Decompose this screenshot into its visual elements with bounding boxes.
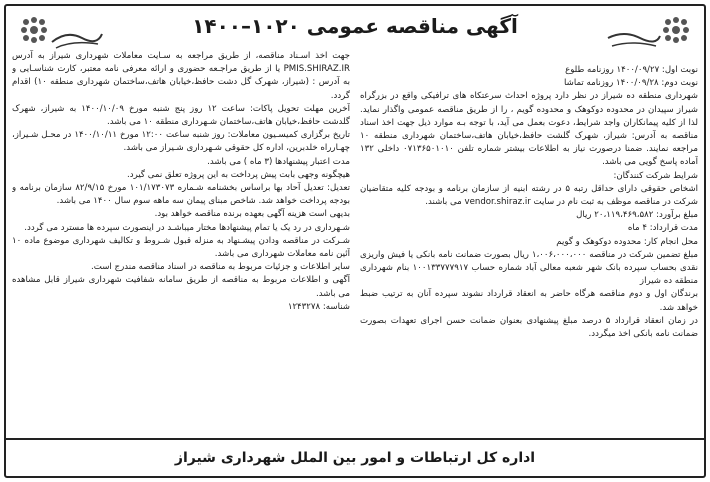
line-work-location: محل انجام کار: محدوده دوکوهک و گویم <box>556 236 698 247</box>
ad-title: آگهی مناقصه عمومی ۱۰۲۰–۱۴۰۰ <box>192 14 518 38</box>
line-ad-cost: بدیهی است هزینه آگهی بعهده برنده مناقصه خواهد بود. <box>154 209 350 220</box>
paragraph-transparency: آگهی و اطلاعات مربوط به مناقصه از طریق سامانه شفافیت شهرداری شیراز قابل مشاهده می باشد. <box>12 275 350 299</box>
line-first-publication: نوبت اول: ۱۴۰۰/۰۹/۲۷ روزنامه طلوع <box>565 65 698 75</box>
paragraph-performance-bond: در زمان انعقاد قرارداد ۵ درصد مبلغ پیشنهادی بعنوان ضمانت حسن اجرای تعهدات بصورت ضمانت نامه بانکی اخذ میگردد. <box>360 315 698 340</box>
right-column <box>360 50 698 436</box>
paragraph-winners: برندگان اول و دوم مناقصه هرگاه حاضر به انعقاد قرارداد نشوند سپرده آنان به ترتیب ضبط خواهد شد. <box>360 289 698 313</box>
line-estimate: مبلغ برآورد: ۲۰،۱۱۹،۴۶۹،۵۸۲ ریال <box>576 210 698 221</box>
line-identifier: شناسه: ۱۲۴۳۲۷۸ <box>287 301 350 312</box>
line-validity: مدت اعتبار پیشنهادها (۳ ماه ) می باشد. <box>207 156 350 167</box>
paragraph-adjustment: تعدیل: تعدیل آحاد بها براساس بخشنامه شـماره ۱۰۱/۱۷۳۰۷۳ مورخ ۸۲/۹/۱۵ سازمان برنامه و بودجه پرداخت خواهد شد. شاخص مبنای پیمان سه ماهه سوم سال ۱۴۰۰ می باشد. <box>12 183 350 207</box>
ad-frame <box>4 4 706 478</box>
ad-body <box>12 50 698 436</box>
left-column <box>12 50 350 436</box>
ad-header <box>6 6 704 46</box>
heading-participant-conditions: شرایط شرکت کنندگان: <box>613 170 698 181</box>
line-prepayment: هیچگونه وجهی بابت پیش پرداخت به این پروژه تعلق نمی گیرد. <box>127 169 350 180</box>
paragraph-acceptance: شـرکت در مناقصه ودادن پیشـنهاد به منزله قبول شـروط و تکالیف شهرداری موضوع ماده ۱۰ آئین نامه معاملات شهرداری می باشد. <box>12 235 350 260</box>
line-contract-duration: مدت قرارداد: ۴ ماه <box>627 223 698 234</box>
paragraph-documents: جهت اخذ اسـناد مناقصه، از طریق مراجعه به سـایت معاملات شهرداری شیراز به آدرس PMIS.SHIRAZ.IR یا از طریق مراجـعه حضوری و ارائه معرفی نامه معتبر، کارت شناسـایی و به آدرس : (شیراز، شهرک گل دشت حافظ،خیابان هاتف،ساختمان شهرداری منطقه ۱۰) اقدام گردد. <box>12 51 350 101</box>
ad-footer <box>6 438 704 476</box>
line-other-info: سایر اطلاعات و جزئیات مربوط به مناقصه در اسناد مناقصه مندرج است. <box>91 262 350 273</box>
paragraph-guarantee: مبلغ تضمین شرکت در مناقصه ۱،۰۰۶،۰۰۰،۰۰۰ ریال بصورت ضمانت نامه بانکی یا فیش واریزی نقدی بحساب سپرده بانک شهر شعبه معالی آباد شماره حساب ۱۰۰۱۳۳۷۷۷۹۱۷ بنام شهرداری منطقه ده شیراز <box>360 249 698 287</box>
paragraph-commission: تاریخ برگزاری کمیسـیون معاملات: روز شنبه ساعت ۱۲:۰۰ مورخ ۱۴۰۰/۱۰/۱۱ در محـل شـیراز، چهـارراه خلدبرین، اداره کل حقوقی شـهرداری شـیراز می باشد. <box>12 130 350 154</box>
paragraph-intro: شهرداری منطقه ده شیراز در نظر دارد پروژه احداث سرعتکاه های ترافیکی واقع در بزرگراه شیراز سپیدان در محدوده دوکوهک و محدوده گویم ، را از طریق مناقصه عمومی واگذار نماید. لذا از کلیه پیمانکاران واجد شرایط، دعوت بعمل می آید، با توجه بـه موارد ذیل جهت اخذ اسناد مناقصه به آدرس: شیراز، شهرک گلشت حافظ،خیابان هاتف،ساختمان شهرداری منطقه ۱۰ مراجعه نمایند. ضمنا درصورت نیاز به اطلاعات بیشتر شماره تلفن ۰۷۱۳۶۵۰۱۰۱۰ داخلی ۱۳۲ آماده پاسخ گویی می باشد. <box>360 91 698 168</box>
line-second-publication: نوبت دوم: ۱۴۰۰/۰۹/۲۸ روزنامه تماشا <box>564 78 698 89</box>
paragraph-deadline: آخرین مهلت تحویل پاکات: ساعت ۱۲ روز پنج شنبه مورخ ۱۴۰۰/۱۰/۰۹ به شیراز، شهرک گلدشت حافظ،خیابان هاتف،ساختمان شـهرداری منطقه ۱۰ می باشد. <box>12 103 350 128</box>
paragraph-rejection: شـهرداری در رد یک یا تمام پیشنهادها مختار میباشـد در اینصورت سپرده ها مسترد می گردد. <box>24 222 350 233</box>
footer-department: اداره کل ارتباطات و امور بین الملل شهرداری شیراز <box>174 450 536 466</box>
paragraph-eligibility: اشخاص حقوقی دارای حداقل رتبه ۵ در رشته ابنیه از سازمان برنامه و بودجه کلیه متقاضیان شرکت در مناقصه موظف به ثبت نام در سایت vendor.shiraz.ir می باشند. <box>360 183 698 208</box>
